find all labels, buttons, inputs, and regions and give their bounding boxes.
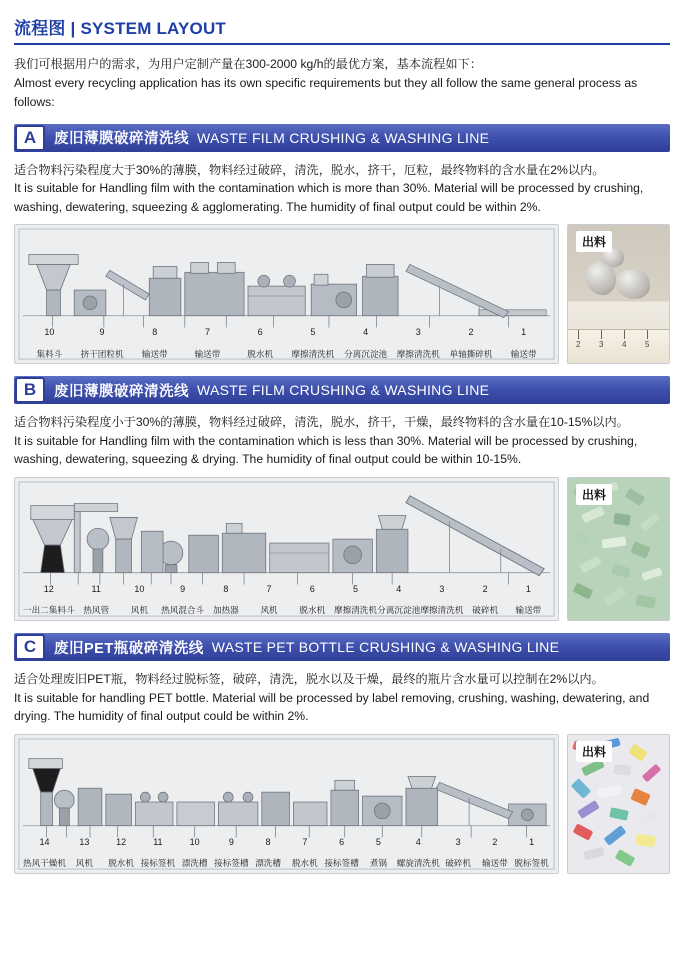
machine-name: 输送带 (510, 348, 537, 359)
ruler-number: 5 (645, 340, 650, 350)
machine-name: 一出二集料斗 (23, 605, 75, 616)
machine-name: 输送带 (141, 348, 168, 359)
machine-number: 2 (482, 584, 488, 595)
section-title-en-b: WASTE FILM CRUSHING & WASHING LINE (197, 382, 490, 399)
machine-name: 破碎机 (472, 605, 499, 616)
machine-label (23, 837, 66, 869)
machine-name: 煮锅 (369, 857, 387, 868)
machine-number: 1 (521, 327, 527, 338)
machine-label (103, 837, 140, 869)
machine-number: 2 (492, 836, 498, 847)
machine-label (464, 584, 507, 616)
machine-name: 风机 (260, 605, 278, 616)
machine-label-list-c (15, 837, 558, 869)
machine-label (250, 837, 287, 869)
machine-number: 13 (79, 836, 90, 847)
figure-row-b (14, 477, 670, 621)
machine-label (75, 584, 118, 616)
machine-number: 14 (39, 836, 50, 847)
machine-number: 12 (43, 584, 54, 595)
title-underline (14, 43, 670, 45)
machine-name: 破碎机 (445, 857, 471, 868)
ruler-number: 3 (599, 340, 604, 350)
machine-label-list-b (15, 584, 558, 616)
machine-label (247, 584, 290, 616)
machine-name: 脱水机 (108, 857, 134, 868)
section-letter-a: A (15, 125, 45, 151)
photo-ruler (568, 329, 669, 363)
machine-label (507, 584, 550, 616)
section-description-b (14, 413, 670, 469)
machine-number: 10 (189, 836, 200, 847)
machine-name: 输送带 (194, 348, 221, 359)
photo-caption-badge: 出料 (576, 231, 612, 252)
machine-label-list-a (15, 327, 558, 359)
machine-label (139, 837, 176, 869)
machine-label (181, 327, 234, 359)
machine-number: 5 (375, 836, 381, 847)
machine-name: 螺旋清洗机 (396, 857, 440, 868)
machine-number: 2 (468, 327, 474, 338)
section-desc-en-c: It is suitable for handling PET bottle. Material will be processed by label removing, crushing, washing, dewatering, and drying. The humidity of final output could be within 2%. (14, 690, 650, 724)
machine-number: 6 (257, 327, 263, 338)
intro-text-en: Almost every recycling application has its own specific requirements but they all follow the same general process as follows: (14, 75, 638, 109)
machine-name: 脱标签机 (514, 857, 549, 868)
machine-number: 10 (134, 584, 145, 595)
machine-label (291, 584, 334, 616)
machine-label (323, 837, 360, 869)
machine-label (23, 327, 76, 359)
machine-name: 接标签机 (140, 857, 176, 868)
machine-label (513, 837, 550, 869)
machine-label (476, 837, 513, 869)
section-title-cn-a: 废旧薄膜破碎清洗线 (54, 131, 189, 148)
section-title-en-a: WASTE FILM CRUSHING & WASHING LINE (197, 129, 490, 146)
output-photo-a (567, 224, 670, 364)
ruler-number: 2 (576, 340, 581, 350)
machine-name: 接标签槽 (214, 857, 249, 868)
machine-name: 脱水机 (291, 857, 318, 868)
machine-number: 4 (415, 836, 421, 847)
ruler-number: 4 (622, 340, 627, 350)
section-description-a (14, 161, 670, 217)
machine-label (234, 327, 287, 359)
machine-label (118, 584, 161, 616)
page-title-cn: 流程图 (14, 19, 66, 38)
machine-label (420, 584, 463, 616)
machine-number: 7 (302, 836, 308, 847)
machine-label (66, 837, 103, 869)
machine-label (23, 584, 75, 616)
section-desc-cn-c: 适合处理废旧PET瓶，物料经过脱标签，破碎，清洗，脱水以及干燥，最终的瓶片含水量可以控制在2%以内。 (14, 672, 604, 686)
machine-name: 风机 (75, 857, 93, 868)
section-desc-cn-b: 适合物料污染程度小于30%的薄膜，物料经过破碎，清洗，脱水，挤干，干燥，最终物料的含水量在10-15%以内。 (14, 415, 629, 430)
machine-label (497, 327, 550, 359)
machine-name: 热风管 (83, 605, 110, 616)
machine-label (334, 584, 377, 616)
machine-name: 热风混合斗 (161, 605, 205, 616)
machine-name: 加热器 (212, 605, 239, 616)
machine-number: 3 (415, 327, 421, 338)
machine-number: 6 (339, 836, 345, 847)
machine-number: 8 (265, 836, 271, 847)
photo-caption-badge: 出料 (576, 484, 612, 505)
machine-label (392, 327, 445, 359)
machine-name: 摩擦清洗机 (291, 348, 335, 359)
machine-name: 摩擦清洗机 (420, 605, 464, 616)
machine-name: 热风干燥机 (23, 857, 66, 868)
section-banner-c (14, 633, 670, 661)
page-title-separator: | (70, 19, 76, 38)
section-desc-en-a: It is suitable for Handling film with the contamination which is more than 30%. Material will be processed by crushing, washing, dewatering, squeezing & agglomerating. The humidity of final output could be within 2%. (14, 181, 644, 214)
intro-paragraph (14, 55, 670, 112)
machine-label (445, 327, 498, 359)
process-diagram-b (14, 477, 559, 621)
machine-label (287, 327, 340, 359)
machine-number: 8 (152, 327, 158, 338)
machine-name: 脱水机 (247, 348, 274, 359)
output-photo-b (567, 477, 670, 621)
figure-row-c (14, 734, 670, 874)
machine-number: 3 (455, 836, 461, 847)
machine-name: 挤干团粒机 (80, 348, 124, 359)
machine-name: 漂洗槽 (181, 857, 208, 868)
machine-number: 9 (228, 836, 234, 847)
machine-name: 分离沉淀池 (344, 348, 388, 359)
machine-number: 9 (180, 584, 186, 595)
machine-label (286, 837, 323, 869)
output-photo-c (567, 734, 670, 874)
machine-label (76, 327, 129, 359)
machine-number: 7 (266, 584, 272, 595)
page-title-en: SYSTEM LAYOUT (80, 19, 227, 38)
machine-number: 1 (529, 836, 535, 847)
process-diagram-c (14, 734, 559, 874)
machine-number: 10 (44, 327, 55, 338)
machine-label (213, 837, 250, 869)
machine-name: 单轴撕碎机 (449, 348, 493, 359)
machine-label (176, 837, 213, 869)
machine-name: 分离沉淀池 (377, 605, 421, 616)
section-description-c (14, 670, 670, 726)
machine-number: 9 (99, 327, 105, 338)
machine-name: 风机 (130, 605, 148, 616)
machine-label (339, 327, 392, 359)
machine-name: 摩擦清洗机 (334, 605, 377, 616)
machine-number: 6 (309, 584, 315, 595)
page-title (14, 0, 670, 43)
pellet-shape (616, 269, 650, 299)
machine-name: 脱水机 (299, 605, 326, 616)
machine-name: 输送带 (515, 605, 542, 616)
machine-label (204, 584, 247, 616)
machine-name: 摩擦清洗机 (396, 348, 440, 359)
machine-number: 4 (396, 584, 402, 595)
section-banner-a (14, 124, 670, 152)
machine-name: 输送带 (481, 857, 508, 868)
machine-number: 4 (363, 327, 369, 338)
machine-number: 8 (223, 584, 229, 595)
figure-row-a (14, 224, 670, 364)
machine-name: 漂洗槽 (255, 857, 281, 868)
machine-number: 3 (439, 584, 445, 595)
section-title-cn-c: 废旧PET瓶破碎清洗线 (54, 640, 204, 657)
machine-label (397, 837, 440, 869)
machine-label (440, 837, 477, 869)
intro-text-cn: 我们可根据用户的需求，为用户定制产量在300-2000 kg/h的最优方案，基本流程如下： (14, 57, 482, 71)
machine-number: 5 (310, 327, 316, 338)
machine-number: 11 (91, 584, 101, 595)
section-banner-b (14, 376, 670, 404)
process-diagram-a (14, 224, 559, 364)
machine-number: 12 (116, 836, 127, 847)
section-letter-b: B (15, 377, 45, 403)
machine-name: 集料斗 (36, 348, 63, 359)
section-title-en-c: WASTE PET BOTTLE CRUSHING & WASHING LINE (211, 639, 560, 655)
section-letter-c: C (15, 634, 45, 660)
machine-label (161, 584, 204, 616)
machine-name: 接标签槽 (324, 857, 359, 868)
machine-label (128, 327, 181, 359)
machine-label (360, 837, 397, 869)
machine-number: 1 (525, 584, 531, 595)
section-desc-en-b: It is suitable for Handling film with the contamination which is less than 30%. Material will be processed by crushing, washing, dewatering, squeezing & drying. The humidity of final output could be within 10-15%. (14, 433, 638, 467)
section-desc-cn-a: 适合物料污染程度大于30%的薄膜，物料经过破碎，清洗，脱水，挤干，厄粒，最终物料的含水量在2%以内。 (14, 162, 605, 177)
section-title-cn-b: 废旧薄膜破碎清洗线 (54, 383, 189, 400)
machine-number: 11 (153, 836, 163, 847)
machine-number: 7 (204, 327, 210, 338)
photo-caption-badge: 出料 (576, 741, 612, 762)
machine-number: 5 (352, 584, 358, 595)
machine-label (377, 584, 420, 616)
